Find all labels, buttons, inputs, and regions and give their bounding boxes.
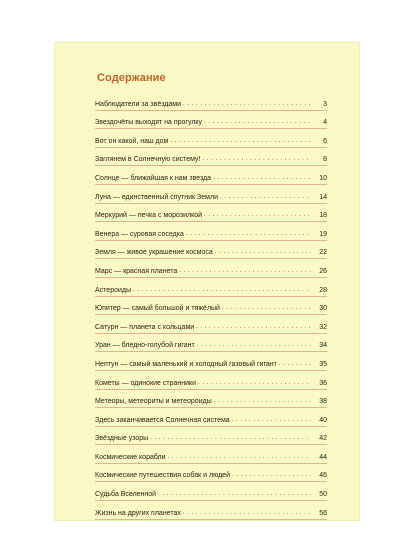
toc-entry xyxy=(95,334,327,353)
toc-entry-page: 40 xyxy=(319,416,327,424)
toc-entry-page: 14 xyxy=(319,193,327,201)
toc-entry-page: 6 xyxy=(323,137,327,145)
toc-entry-title: Заглянем в Солнечную систему! xyxy=(95,156,201,164)
toc-entry-page: 18 xyxy=(319,212,327,220)
toc-entry-title: Вот он какой, наш дом xyxy=(95,137,169,145)
toc-dot-leader xyxy=(215,249,311,256)
toc-entry-page: 22 xyxy=(319,249,327,257)
toc-entry-page: 42 xyxy=(319,435,327,443)
toc-dot-leader xyxy=(202,156,311,163)
toc-dot-leader xyxy=(204,119,311,126)
toc-entry-page: 44 xyxy=(319,453,327,461)
toc-entry-title: Венера — суровая соседка xyxy=(95,230,184,238)
toc-dot-leader xyxy=(197,342,311,349)
toc-entry xyxy=(95,315,327,334)
toc-entry xyxy=(95,241,327,260)
toc-dot-leader xyxy=(170,138,311,145)
toc-entry-title: Звёздные узоры xyxy=(95,435,149,443)
toc-dot-leader xyxy=(213,175,311,182)
toc-entry-title: Жизнь на других планетах xyxy=(95,509,181,517)
toc-dot-leader xyxy=(158,491,311,498)
toc-entry-title: Земля — живое украшение космоса xyxy=(95,249,213,257)
toc-entry xyxy=(95,501,327,520)
toc-dot-leader xyxy=(183,510,311,517)
toc-entry-title: Кометы — одинокие странники xyxy=(95,379,196,387)
toc-entry-page: 38 xyxy=(319,398,327,406)
toc-dot-leader xyxy=(232,472,311,479)
toc-entry xyxy=(95,278,327,297)
toc-entry-page: 36 xyxy=(319,379,327,387)
toc-entry xyxy=(95,408,327,427)
toc-entry xyxy=(95,464,327,483)
toc-dot-leader xyxy=(222,305,311,312)
toc-entry-page: 35 xyxy=(319,360,327,368)
toc-dot-leader xyxy=(196,324,311,331)
toc-entry-page: 8 xyxy=(323,156,327,164)
toc-entry-title: Сатурн — планета с кольцами xyxy=(95,323,195,331)
toc-entry xyxy=(95,352,327,371)
toc-dot-leader xyxy=(150,435,311,442)
toc-entry-title: Звездочёты выходят на прогулку xyxy=(95,119,203,127)
toc-entry xyxy=(95,445,327,464)
toc-entry-title: Нептун — самый маленький и холодный газовый гигант xyxy=(95,360,277,368)
toc-entry-page: 4 xyxy=(323,119,327,127)
toc-entry-title: Меркурий — печка с морозилкой xyxy=(95,212,203,220)
toc-entry-page: 50 xyxy=(319,491,327,499)
toc-entry xyxy=(95,297,327,316)
toc-entry-title: Солнце — ближайшая к нам звезда xyxy=(95,174,212,182)
toc-entry-page: 30 xyxy=(319,305,327,313)
toc-entry-page: 10 xyxy=(319,174,327,182)
toc-entry-title: Луна — единственный спутник Земли xyxy=(95,193,218,201)
toc-entry-page: 28 xyxy=(319,286,327,294)
toc-dot-leader xyxy=(232,417,311,424)
toc-entry xyxy=(95,92,327,111)
toc-entry-page: 46 xyxy=(319,472,327,480)
toc-dot-leader xyxy=(214,398,311,405)
toc-dot-leader xyxy=(198,380,311,387)
toc-entry-page: 26 xyxy=(319,267,327,275)
toc-entry xyxy=(95,222,327,241)
toc-entry xyxy=(95,185,327,204)
toc-entry xyxy=(95,482,327,501)
toc-entry xyxy=(95,204,327,223)
toc-entry-title: Космические путешествия собак и людей xyxy=(95,472,231,480)
toc-entry xyxy=(95,390,327,409)
toc-entry-title: Судьба Вселенной xyxy=(95,491,157,499)
toc-entry xyxy=(95,111,327,130)
toc-dot-leader xyxy=(183,101,311,108)
toc-dot-leader xyxy=(179,268,311,275)
toc-dot-leader xyxy=(204,212,311,219)
toc-entry-title: Юпитер — самый большой и тяжёлый xyxy=(95,305,220,313)
toc-dot-leader xyxy=(279,361,311,368)
toc-entry-title: Астероиды xyxy=(95,286,132,294)
toc-list xyxy=(95,92,327,520)
toc-entry-title: Уран — бледно-голубой гигант xyxy=(95,342,195,350)
toc-entry xyxy=(95,166,327,185)
toc-entry-page: 3 xyxy=(323,100,327,108)
toc-entry xyxy=(95,148,327,167)
toc-entry-title: Метеоры, метеориты и метеороиды xyxy=(95,398,212,406)
toc-entry xyxy=(95,427,327,446)
toc-entry xyxy=(95,371,327,390)
toc-dot-leader xyxy=(168,454,311,461)
toc-entry-page: 19 xyxy=(319,230,327,238)
toc-heading: Содержание xyxy=(97,72,166,84)
toc-dot-leader xyxy=(133,287,311,294)
toc-entry-title: Здесь заканчивается Солнечная система xyxy=(95,416,230,424)
toc-entry-title: Космические корабли xyxy=(95,453,166,461)
toc-entry-page: 32 xyxy=(319,323,327,331)
toc-entry-title: Наблюдатели за звёздами xyxy=(95,100,181,108)
toc-entry xyxy=(95,259,327,278)
book-page xyxy=(54,42,360,521)
toc-entry-page: 34 xyxy=(319,342,327,350)
toc-entry-page: 56 xyxy=(319,509,327,517)
toc-entry xyxy=(95,129,327,148)
toc-entry-title: Марс — красная планета xyxy=(95,267,178,275)
toc-dot-leader xyxy=(220,194,311,201)
toc-dot-leader xyxy=(186,231,311,238)
